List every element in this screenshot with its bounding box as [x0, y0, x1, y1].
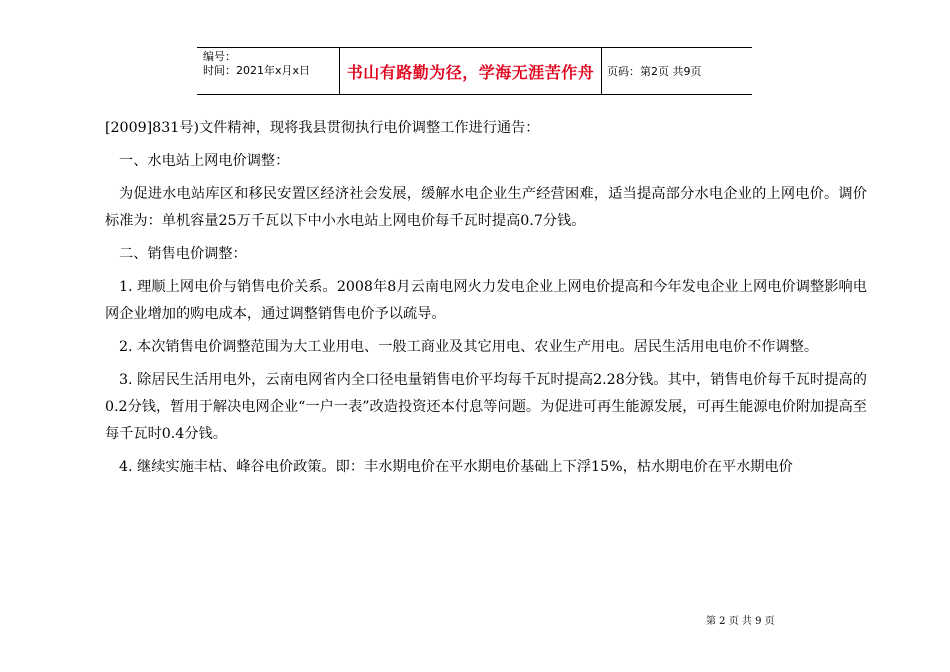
- document-body: [105, 115, 867, 487]
- paragraph-item-2: 2. 本次销售电价调整范围为大工业用电、一般工商业及其它用电、农业生产用电。居民生活用电电价不作调整。: [119, 339, 819, 355]
- header-meta: [197, 48, 339, 94]
- page-footer: 第 2 页 共 9 页: [706, 616, 775, 627]
- header-motto: 书山有路勤为径，学海无涯苦作舟: [346, 62, 595, 82]
- paragraph-hydropower: 为促进水电站库区和移民安置区经济社会发展，缓解水电企业生产经营困难，适当提高部分水电企业的上网电价。调价标准为：单机容量25万千瓦以下中小水电站上网电价每千瓦时提高0.7分钱。: [105, 186, 867, 229]
- page-header: [197, 47, 752, 95]
- section-heading-hydropower: 一、水电站上网电价调整：: [119, 153, 290, 169]
- section-heading-sales: 二、销售电价调整：: [119, 246, 247, 262]
- paragraph-intro: [2009]831号)文件精神，现将我县贯彻执行电价调整工作进行通告：: [105, 120, 540, 136]
- header-motto-cell: [339, 48, 602, 94]
- paragraph-item-4: 4. 继续实施丰枯、峰谷电价政策。即：丰水期电价在平水期电价基础上下浮15%，枯水期电价在平水期电价: [119, 459, 793, 475]
- header-page-code-cell: [602, 48, 752, 94]
- paragraph-item-1: 1. 理顺上网电价与销售电价关系。2008年8月云南电网火力发电企业上网电价提高和今年发电企业上网电价调整影响电网企业增加的购电成本，通过调整销售电价予以疏导。: [105, 279, 867, 322]
- document-number-label: 编号：: [203, 50, 236, 63]
- document-time-label: 时间：2021年x月x日: [203, 64, 311, 77]
- paragraph-item-3: 3. 除居民生活用电外，云南电网省内全口径电量销售电价平均每千瓦时提高2.28分钱。其中，销售电价每千瓦时提高的0.2分钱，暂用于解决电网企业“一户一表”改造投资还本付息等问题。为促进可再生能源发展，可再生能源电价附加提高至每千瓦时0.4分钱。: [105, 372, 867, 442]
- header-page-code: 页码：第2页 共9页: [607, 65, 702, 78]
